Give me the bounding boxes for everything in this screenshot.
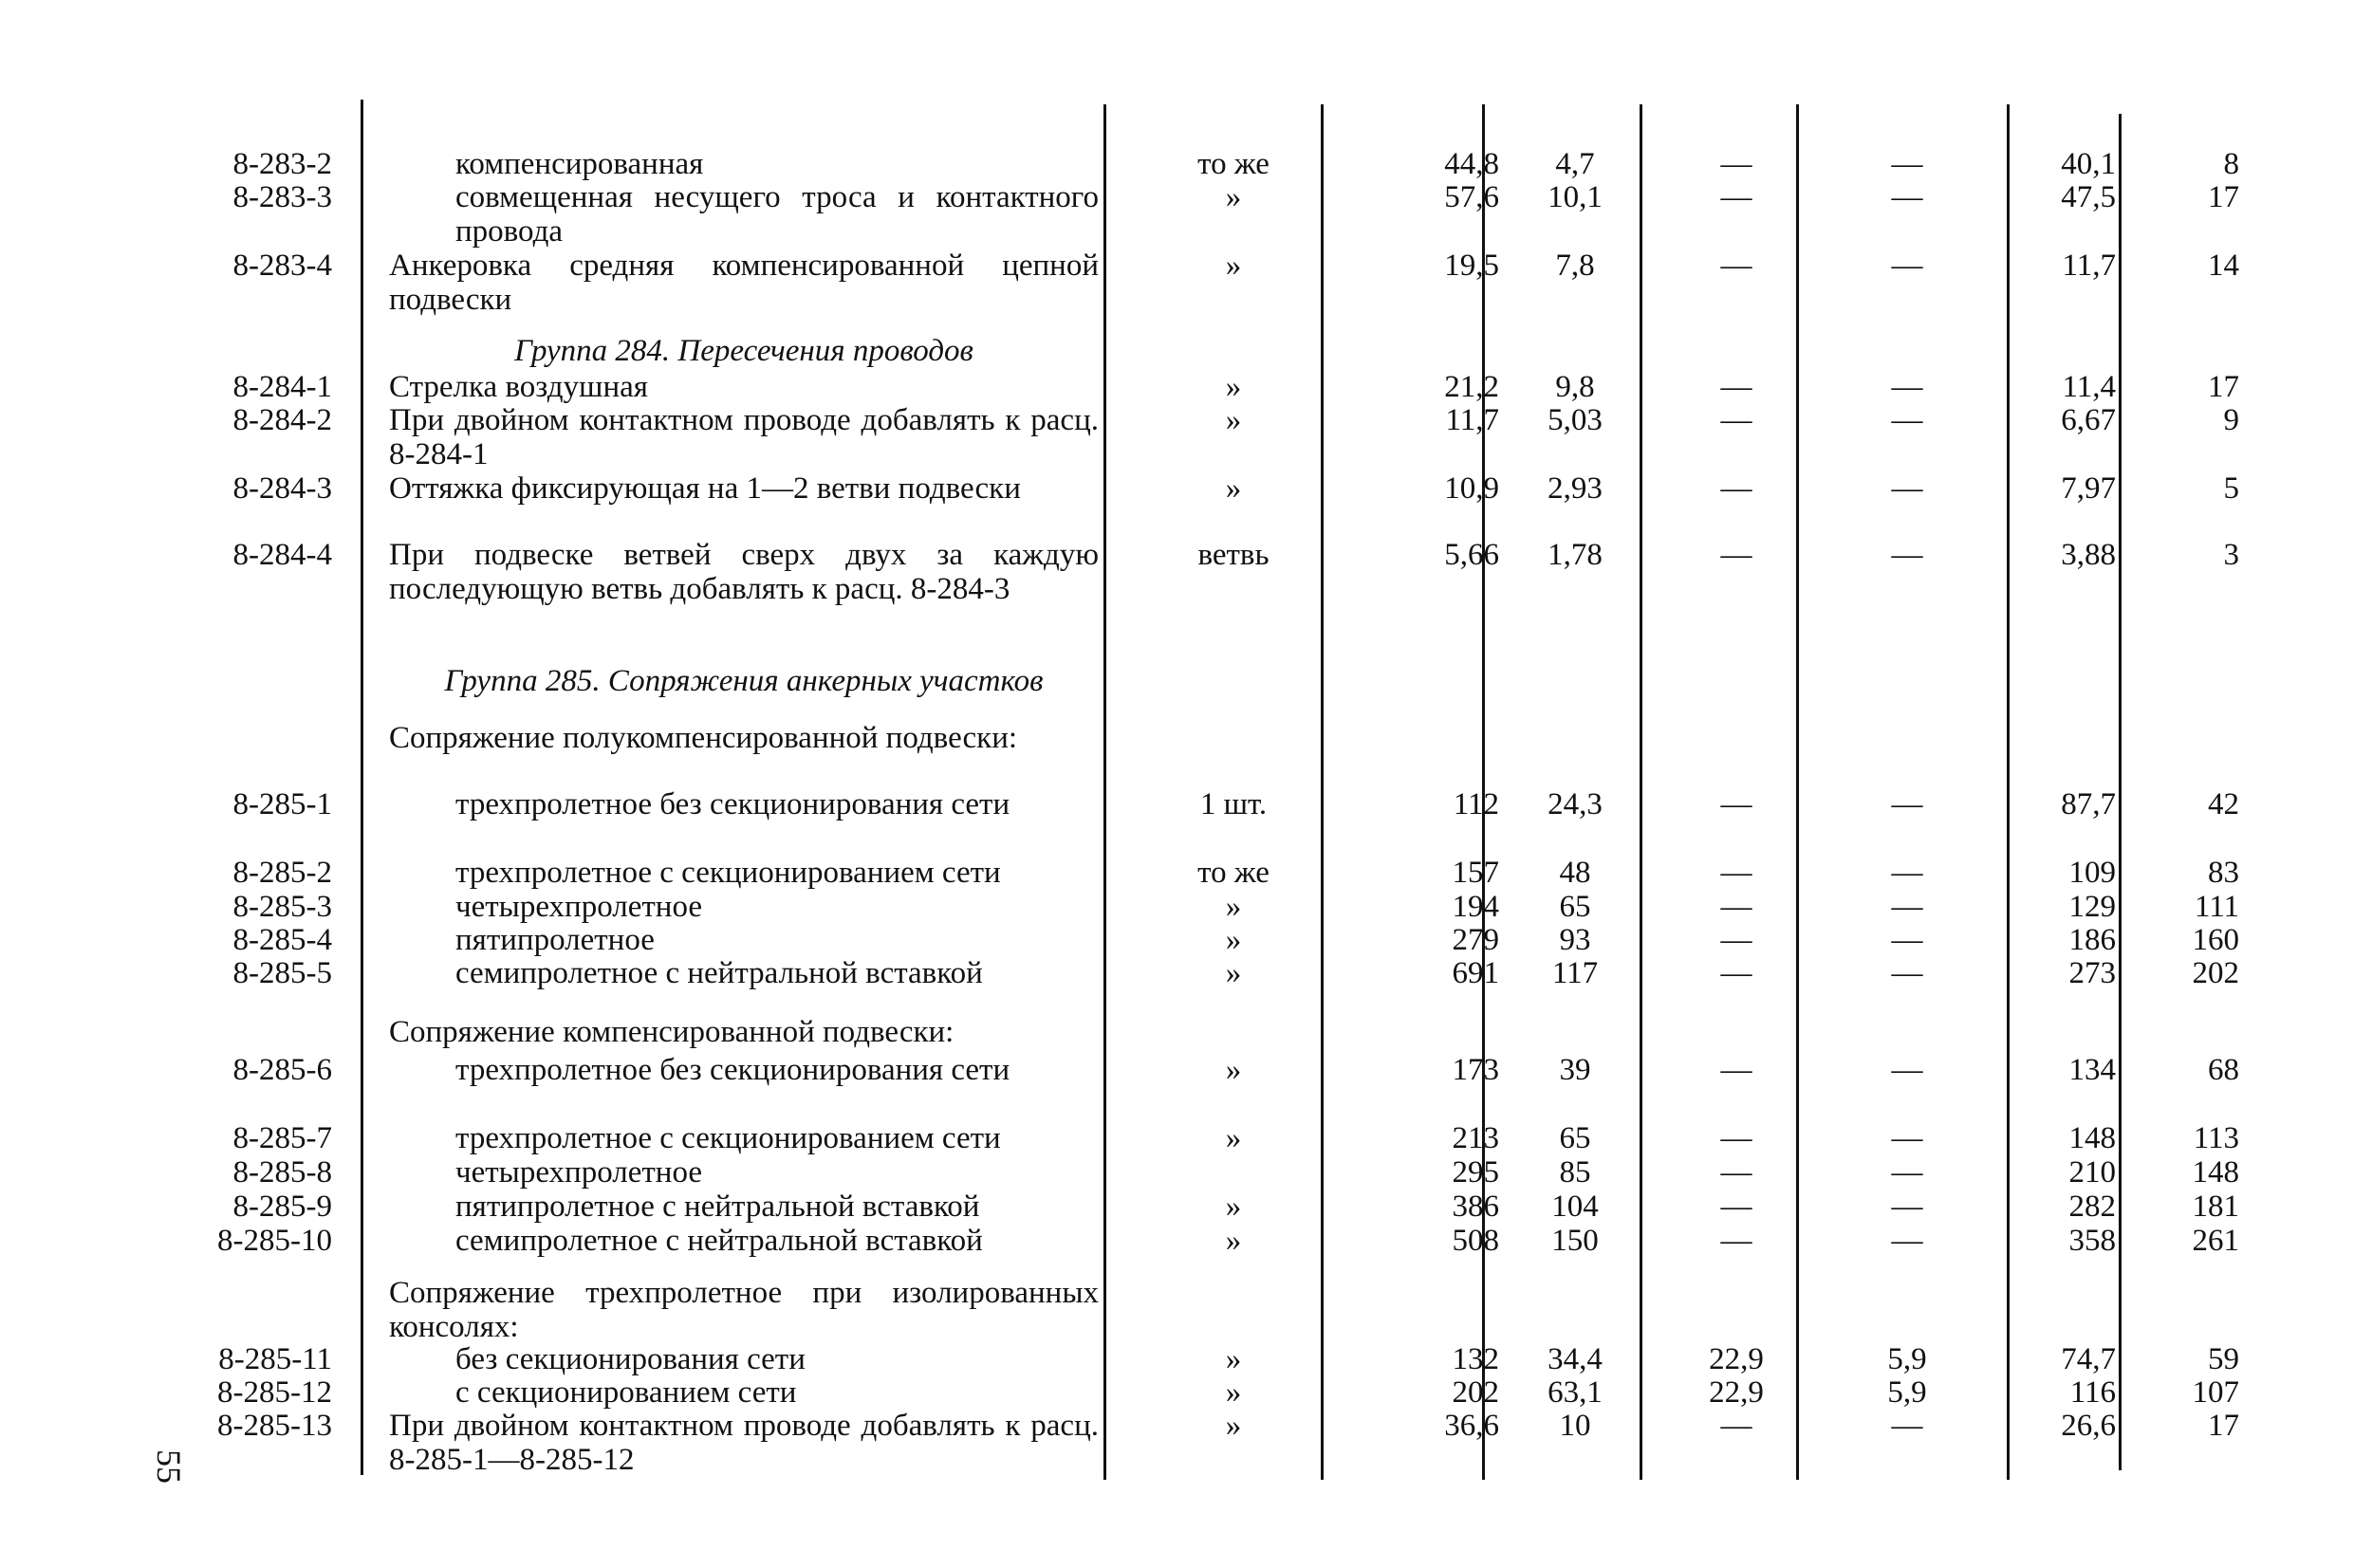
unit-cell: ветвь (1197, 538, 1270, 572)
value-cell-3: — (1720, 1224, 1752, 1258)
value-cell-5: 26,6 (2061, 1409, 2116, 1443)
unit-cell: » (1225, 1190, 1242, 1224)
value-cell-5: 358 (2068, 1224, 2116, 1258)
value-cell-3: — (1720, 787, 1752, 821)
description-cell: четырехпролетное (455, 1155, 703, 1190)
value-cell-1: 132 (1452, 1342, 1499, 1376)
description-cell: компенсированная (455, 147, 704, 181)
unit-cell: » (1225, 1224, 1242, 1258)
value-cell-1: 194 (1452, 890, 1499, 924)
value-cell-3: — (1720, 856, 1752, 890)
group-heading: Группа 284. Пересечения проводов (514, 334, 973, 368)
value-cell-2: 1,78 (1548, 538, 1603, 572)
value-cell-6: 42 (2208, 787, 2239, 821)
value-cell-6: 181 (2192, 1190, 2239, 1224)
unit-cell: » (1225, 1053, 1242, 1087)
value-cell-6: 14 (2208, 249, 2239, 283)
unit-cell: » (1225, 403, 1242, 437)
unit-cell: » (1225, 471, 1242, 506)
value-cell-4: — (1891, 147, 1923, 181)
description-cell: пятипролетное с нейтральной вставкой (455, 1190, 980, 1224)
value-cell-5: 7,97 (2061, 471, 2116, 506)
rate-code: 8-285-3 (232, 890, 332, 924)
column-rule-8 (2119, 114, 2122, 1470)
rate-code: 8-285-7 (232, 1121, 332, 1155)
rate-code: 8-285-8 (232, 1155, 332, 1190)
rate-code: 8-285-2 (232, 856, 332, 890)
value-cell-2: 93 (1559, 923, 1591, 957)
value-cell-4: — (1891, 249, 1923, 283)
unit-cell: 1 шт. (1199, 787, 1268, 821)
description-cell: При двойном контактном проводе добавлять к расц. 8-284-1 (389, 403, 1099, 471)
value-cell-4: — (1891, 538, 1923, 572)
unit-cell: » (1225, 923, 1242, 957)
rate-code: 8-284-3 (232, 471, 332, 506)
value-cell-6: 202 (2192, 956, 2239, 990)
unit-cell: » (1225, 1409, 1242, 1443)
value-cell-1: 57,6 (1444, 180, 1499, 214)
value-cell-5: 282 (2068, 1190, 2116, 1224)
value-cell-5: 210 (2068, 1155, 2116, 1190)
value-cell-1: 279 (1452, 923, 1499, 957)
rate-code: 8-283-4 (232, 249, 332, 283)
value-cell-4: — (1891, 1121, 1923, 1155)
unit-cell: » (1225, 1121, 1242, 1155)
value-cell-2: 10 (1559, 1409, 1591, 1443)
unit-cell: » (1225, 180, 1242, 214)
rate-code: 8-285-1 (232, 787, 332, 821)
value-cell-2: 65 (1559, 1121, 1591, 1155)
value-cell-3: — (1720, 370, 1752, 404)
value-cell-1: 112 (1453, 787, 1499, 821)
value-cell-1: 11,7 (1445, 403, 1499, 437)
group-heading: Группа 285. Сопряжения анкерных участков (444, 664, 1044, 698)
value-cell-4: — (1891, 370, 1923, 404)
description-cell: трехпролетное без секционирования сети (455, 787, 1010, 821)
value-cell-2: 10,1 (1548, 180, 1603, 214)
value-cell-6: 59 (2208, 1342, 2239, 1376)
description-cell: пятипролетное (455, 923, 655, 957)
unit-cell: » (1225, 1342, 1242, 1376)
value-cell-6: 111 (2194, 890, 2239, 924)
value-cell-4: 5,9 (1887, 1375, 1927, 1410)
description-cell: трехпролетное без секционирования сети (455, 1053, 1010, 1087)
value-cell-4: — (1891, 1190, 1923, 1224)
value-cell-1: 213 (1452, 1121, 1499, 1155)
value-cell-2: 104 (1551, 1190, 1599, 1224)
rate-code: 8-285-4 (232, 923, 332, 957)
value-cell-5: 129 (2068, 890, 2116, 924)
value-cell-3: — (1720, 180, 1752, 214)
value-cell-1: 44,8 (1444, 147, 1499, 181)
unit-cell: то же (1197, 856, 1270, 890)
value-cell-1: 202 (1452, 1375, 1499, 1410)
value-cell-2: 34,4 (1548, 1342, 1603, 1376)
value-cell-6: 68 (2208, 1053, 2239, 1087)
value-cell-5: 40,1 (2061, 147, 2116, 181)
value-cell-5: 109 (2068, 856, 2116, 890)
description-cell: При двойном контактном проводе добавлять к расц. 8-285-1—8-285-12 (389, 1409, 1099, 1477)
value-cell-6: 9 (2223, 403, 2239, 437)
value-cell-4: — (1891, 956, 1923, 990)
rate-code: 8-283-2 (232, 147, 332, 181)
value-cell-5: 6,67 (2061, 403, 2116, 437)
value-cell-5: 11,7 (2062, 249, 2116, 283)
value-cell-6: 148 (2192, 1155, 2239, 1190)
value-cell-1: 295 (1452, 1155, 1499, 1190)
description-cell: Анкеровка средняя компенсированной цепной подвески (389, 249, 1099, 317)
value-cell-2: 65 (1559, 890, 1591, 924)
value-cell-6: 113 (2193, 1121, 2239, 1155)
value-cell-1: 173 (1452, 1053, 1499, 1087)
value-cell-3: — (1720, 1190, 1752, 1224)
value-cell-3: — (1720, 538, 1752, 572)
value-cell-5: 74,7 (2061, 1342, 2116, 1376)
value-cell-3: — (1720, 249, 1752, 283)
unit-cell: » (1225, 249, 1242, 283)
rate-code: 8-285-10 (217, 1224, 332, 1258)
column-rule-7 (2007, 104, 2010, 1480)
description-cell: трехпролетное с секционированием сети (455, 856, 1001, 890)
unit-cell: » (1225, 1375, 1242, 1410)
value-cell-3: — (1720, 147, 1752, 181)
description-cell: трехпролетное с секционированием сети (455, 1121, 1001, 1155)
value-cell-4: — (1891, 403, 1923, 437)
value-cell-5: 186 (2068, 923, 2116, 957)
value-cell-4: — (1891, 180, 1923, 214)
value-cell-4: 5,9 (1887, 1342, 1927, 1376)
value-cell-2: 117 (1551, 956, 1599, 990)
value-cell-5: 273 (2068, 956, 2116, 990)
description-cell: без секционирования сети (455, 1342, 806, 1376)
value-cell-1: 21,2 (1444, 370, 1499, 404)
value-cell-1: 10,9 (1444, 471, 1499, 506)
value-cell-2: 7,8 (1555, 249, 1595, 283)
value-cell-2: 9,8 (1555, 370, 1595, 404)
value-cell-4: — (1891, 1224, 1923, 1258)
value-cell-4: — (1891, 1155, 1923, 1190)
value-cell-1: 5,66 (1444, 538, 1499, 572)
column-rule-1 (361, 100, 363, 1475)
description-cell: Сопряжение компенсированной подвески: (389, 1015, 955, 1049)
value-cell-5: 11,4 (2062, 370, 2116, 404)
value-cell-3: — (1720, 1409, 1752, 1443)
rate-code: 8-283-3 (232, 180, 332, 214)
unit-cell: » (1225, 956, 1242, 990)
value-cell-2: 5,03 (1548, 403, 1603, 437)
value-cell-5: 87,7 (2061, 787, 2116, 821)
column-rule-2 (1103, 104, 1106, 1480)
unit-cell: » (1225, 370, 1242, 404)
value-cell-6: 107 (2192, 1375, 2239, 1410)
rate-code: 8-285-11 (218, 1342, 332, 1376)
value-cell-4: — (1891, 471, 1923, 506)
value-cell-3: — (1720, 1053, 1752, 1087)
value-cell-3: — (1720, 923, 1752, 957)
value-cell-3: — (1720, 890, 1752, 924)
description-cell: Сопряжение трехпролетное при изолированных консолях: (389, 1276, 1099, 1344)
value-cell-2: 2,93 (1548, 471, 1603, 506)
value-cell-3: 22,9 (1709, 1342, 1764, 1376)
value-cell-2: 48 (1559, 856, 1591, 890)
unit-cell: то же (1197, 147, 1270, 181)
value-cell-3: — (1720, 956, 1752, 990)
description-cell: Оттяжка фиксирующая на 1—2 ветви подвески (389, 471, 1021, 506)
value-cell-5: 148 (2068, 1121, 2116, 1155)
value-cell-5: 134 (2068, 1053, 2116, 1087)
value-cell-2: 63,1 (1548, 1375, 1603, 1410)
value-cell-3: — (1720, 403, 1752, 437)
value-cell-4: — (1891, 856, 1923, 890)
value-cell-2: 39 (1559, 1053, 1591, 1087)
value-cell-6: 17 (2208, 370, 2239, 404)
page-number: 55 (150, 1449, 188, 1484)
value-cell-2: 4,7 (1555, 147, 1595, 181)
value-cell-2: 24,3 (1548, 787, 1603, 821)
value-cell-5: 116 (2069, 1375, 2116, 1410)
value-cell-6: 83 (2208, 856, 2239, 890)
value-cell-1: 36,6 (1444, 1409, 1499, 1443)
value-cell-6: 17 (2208, 180, 2239, 214)
value-cell-4: — (1891, 923, 1923, 957)
value-cell-3: 22,9 (1709, 1375, 1764, 1410)
value-cell-6: 8 (2223, 147, 2239, 181)
value-cell-4: — (1891, 787, 1923, 821)
value-cell-4: — (1891, 1409, 1923, 1443)
description-cell: Стрелка воздушная (389, 370, 648, 404)
rate-code: 8-284-2 (232, 403, 332, 437)
value-cell-5: 3,88 (2061, 538, 2116, 572)
rate-code: 8-284-1 (232, 370, 332, 404)
rate-code: 8-285-9 (232, 1190, 332, 1224)
value-cell-4: — (1891, 1053, 1923, 1087)
value-cell-6: 17 (2208, 1409, 2239, 1443)
value-cell-5: 47,5 (2061, 180, 2116, 214)
value-cell-2: 85 (1559, 1155, 1591, 1190)
description-cell: четырехпролетное (455, 890, 703, 924)
value-cell-1: 157 (1452, 856, 1499, 890)
description-cell: совмещенная несущего троса и контактного провода (455, 180, 1099, 249)
unit-cell: » (1225, 890, 1242, 924)
rate-code: 8-284-4 (232, 538, 332, 572)
value-cell-6: 160 (2192, 923, 2239, 957)
value-cell-2: 150 (1551, 1224, 1599, 1258)
rate-code: 8-285-12 (217, 1375, 332, 1410)
value-cell-1: 508 (1452, 1224, 1499, 1258)
description-cell: семипролетное с нейтральной вставкой (455, 956, 983, 990)
value-cell-4: — (1891, 890, 1923, 924)
rate-code: 8-285-6 (232, 1053, 332, 1087)
value-cell-6: 261 (2192, 1224, 2239, 1258)
rate-code: 8-285-13 (217, 1409, 332, 1443)
value-cell-6: 3 (2223, 538, 2239, 572)
rate-code: 8-285-5 (232, 956, 332, 990)
description-cell: Сопряжение полукомпенсированной подвески: (389, 721, 1018, 755)
value-cell-6: 5 (2223, 471, 2239, 506)
value-cell-3: — (1720, 1121, 1752, 1155)
description-cell: с секционированием сети (455, 1375, 797, 1410)
value-cell-1: 19,5 (1444, 249, 1499, 283)
value-cell-1: 691 (1452, 956, 1499, 990)
description-cell: При подвеске ветвей сверх двух за каждую последующую ветвь добавлять к расц. 8-284-3 (389, 538, 1099, 606)
value-cell-3: — (1720, 471, 1752, 506)
value-cell-3: — (1720, 1155, 1752, 1190)
description-cell: семипролетное с нейтральной вставкой (455, 1224, 983, 1258)
value-cell-1: 386 (1452, 1190, 1499, 1224)
